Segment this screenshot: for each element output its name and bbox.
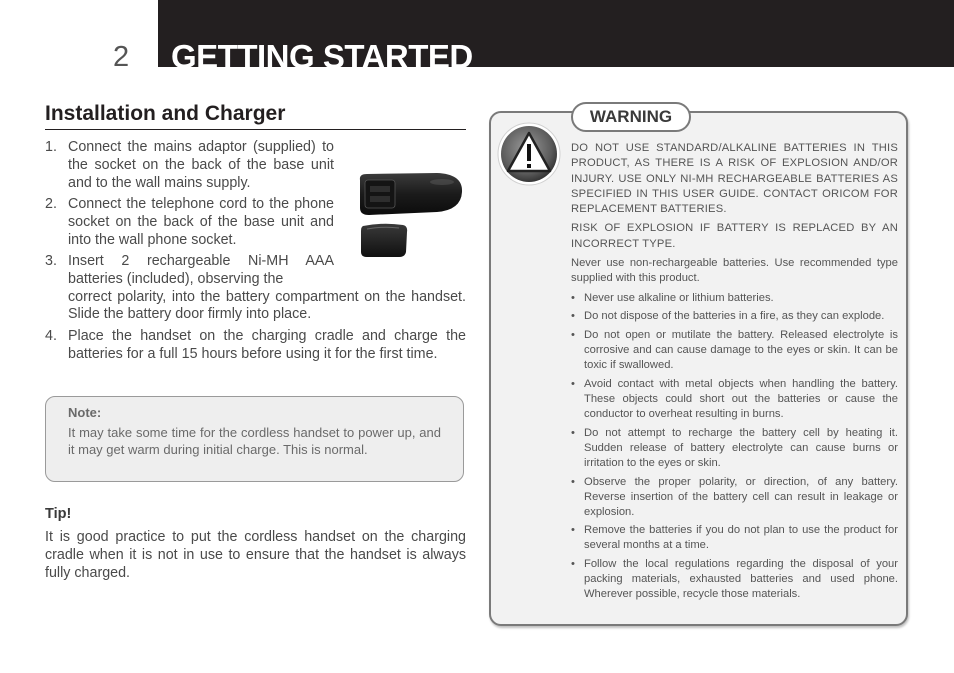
warning-item-text: Observe the proper polarity, or direction, of any battery. Reverse insertion of the battery cell can result in leakage or explosion. [584, 475, 898, 518]
warning-item [571, 309, 898, 324]
warning-content [571, 141, 898, 606]
step-text: Connect the mains adaptor (supplied) to the socket on the back of the base unit and to the wall mains supply. [68, 139, 334, 191]
warning-label: WARNING [571, 102, 691, 132]
warning-intro: Never use non-rechargeable batteries. Use recommended type supplied with this product. [571, 257, 898, 285]
note-text: It may take some time for the cordless handset to power up, and it may get warm during initial charge. This is normal. [68, 425, 441, 457]
warning-item [571, 426, 898, 471]
step-1 [45, 139, 334, 192]
note-box [45, 396, 464, 482]
header-bar [158, 0, 954, 67]
battery-door-image [359, 222, 409, 259]
warning-item [571, 557, 898, 602]
chapter-number: 2 [113, 41, 130, 73]
warning-caps-paragraph: RISK OF EXPLOSION IF BATTERY IS REPLACED BY AN INCORRECT TYPE. [571, 222, 898, 250]
bullet: • [571, 291, 575, 304]
bullet: • [571, 310, 575, 323]
section-title: Installation and Charger [45, 102, 286, 125]
warning-triangle-icon [497, 122, 561, 186]
tip-title: Tip! [45, 506, 72, 522]
step-number: 3. [45, 252, 57, 269]
note-title: Note: [68, 405, 102, 420]
step-number: 2. [45, 195, 57, 212]
warning-item [571, 523, 898, 553]
step-text-narrow: Insert 2 rechargeable Ni-MH AAA batteries (included), observing the [68, 252, 334, 287]
warning-item [571, 291, 898, 306]
warning-caps-paragraph: DO NOT USE STANDARD/ALKALINE BATTERIES IN THIS PRODUCT, AS THERE IS A RISK OF EXPLOSION AND/OR INJURY. USE ONLY NI-MH RECHARGEABLE BATTERIES AS SPECIFIED IN THIS USER GUIDE. CONTACT ORICOM FOR REPLACEMENT BATTERIES. [571, 142, 898, 216]
warning-list [571, 291, 898, 603]
warning-item [571, 377, 898, 422]
step-2 [45, 196, 334, 249]
bullet: • [571, 329, 575, 342]
bullet: • [571, 378, 575, 391]
step-3 [45, 253, 466, 324]
page-title: GETTING STARTED [171, 38, 473, 67]
bullet: • [571, 426, 575, 439]
step-number: 4. [45, 327, 57, 344]
warning-item-text: Do not open or mutilate the battery. Released electrolyte is corrosive and can cause damage to the eyes or skin. It can be toxic if swallowed. [584, 329, 898, 372]
warning-item-text: Avoid contact with metal objects when handling the battery. These objects could short out the batteries or cause the conductor to overheat resulting in burns. [584, 378, 898, 421]
warning-item-text: Remove the batteries if you do not plan to use the product for several months at a time. [584, 524, 898, 552]
warning-item-text: Do not dispose of the batteries in a fire, as they can explode. [584, 310, 885, 323]
step-text: Connect the telephone cord to the phone socket on the back of the base unit and into the wall phone socket. [68, 195, 334, 248]
bullet: • [571, 524, 575, 537]
warning-item-text: Never use alkaline or lithium batteries. [584, 291, 774, 304]
section-divider [45, 129, 466, 130]
handset-back-image [357, 172, 464, 217]
step-4 [45, 328, 466, 364]
warning-item [571, 475, 898, 520]
step-text: Place the handset on the charging cradle and charge the batteries for a full 15 hours before using it for the first time. [68, 327, 466, 362]
step-text-wide: correct polarity, into the battery compartment on the handset. Slide the battery door firmly into place. [68, 288, 466, 323]
warning-item-text: Follow the local regulations regarding the disposal of your packing materials, exhausted batteries and used phone. Wherever possible, recycle those materials. [584, 558, 898, 601]
bullet: • [571, 558, 575, 571]
warning-item [571, 328, 898, 373]
bullet: • [571, 475, 575, 488]
tip-text: It is good practice to put the cordless handset on the charging cradle when it is not in use to ensure that the handset is always fully charged. [45, 529, 466, 581]
step-number: 1. [45, 139, 57, 155]
warning-item-text: Do not attempt to recharge the battery cell by heating it. Sudden release of battery electrolyte can cause burns or irritation to the eyes or skin. [584, 426, 898, 469]
